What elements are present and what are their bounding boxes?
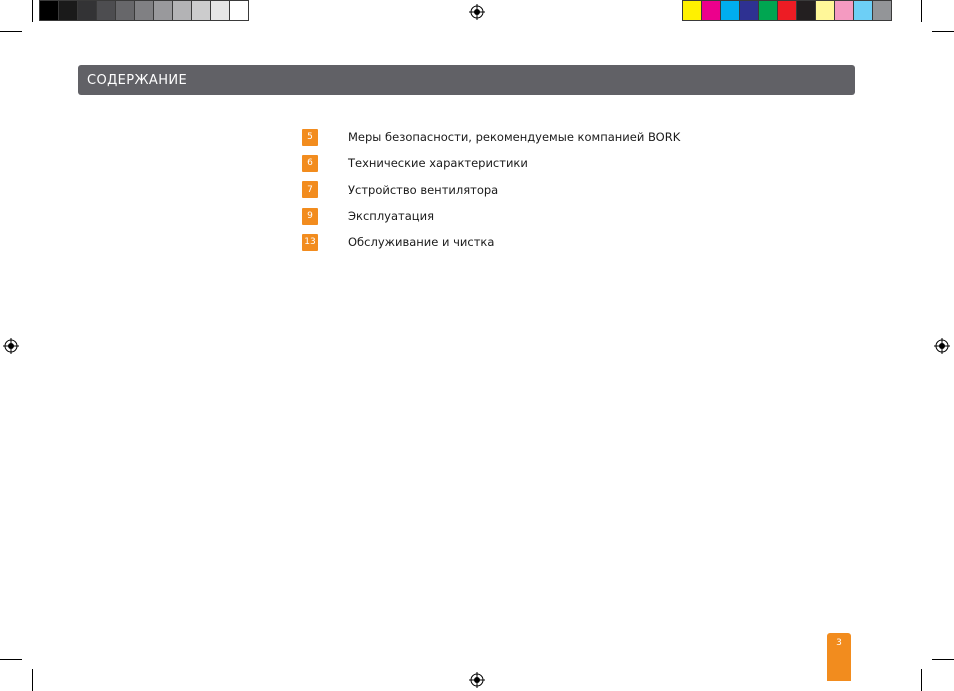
- color-swatch: [777, 0, 797, 21]
- toc-item-label: Эксплуатация: [348, 209, 434, 224]
- toc-item[interactable]: [302, 177, 680, 203]
- toc-item[interactable]: [302, 203, 680, 229]
- page-number: 3: [836, 638, 842, 648]
- crop-mark: [921, 669, 922, 691]
- crop-mark: [32, 669, 33, 691]
- crop-mark: [0, 659, 22, 660]
- crop-mark: [932, 31, 954, 32]
- color-swatch: [682, 0, 702, 21]
- toc-item[interactable]: [302, 124, 680, 150]
- color-swatch: [210, 0, 230, 21]
- page-number-badge: 6: [302, 155, 318, 172]
- color-swatch: [853, 0, 873, 21]
- color-swatch: [134, 0, 154, 21]
- color-swatch: [172, 0, 192, 21]
- grayscale-color-bar: [40, 0, 249, 22]
- color-swatch: [77, 0, 97, 21]
- registration-mark-icon: [3, 338, 19, 354]
- page-title: СОДЕРЖАНИЕ: [87, 72, 188, 88]
- color-swatch: [834, 0, 854, 21]
- toc-item-label: Устройство вентилятора: [348, 182, 499, 197]
- toc-item-label: Обслуживание и чистка: [348, 235, 495, 250]
- color-swatch: [701, 0, 721, 21]
- color-swatch: [815, 0, 835, 21]
- page-number-badge: 7: [302, 181, 318, 198]
- toc-item-label: Меры безопасности, рекомендуемые компанией BORK: [348, 130, 681, 145]
- crop-mark: [932, 659, 954, 660]
- color-swatch: [872, 0, 892, 21]
- page-number-badge: 9: [302, 208, 318, 225]
- page-number-tab: [827, 633, 851, 681]
- color-swatch: [58, 0, 78, 21]
- color-swatch: [720, 0, 740, 21]
- page-number-badge: 5: [302, 129, 318, 146]
- registration-mark-icon: [934, 338, 950, 354]
- registration-mark-icon: [469, 4, 485, 20]
- crop-mark: [32, 0, 33, 22]
- color-swatch: [115, 0, 135, 21]
- color-swatch: [153, 0, 173, 21]
- color-swatch: [39, 0, 59, 21]
- toc-item[interactable]: [302, 229, 680, 255]
- crop-mark: [921, 0, 922, 22]
- registration-mark-icon: [469, 672, 485, 688]
- section-header-bar: [78, 65, 855, 95]
- color-swatch: [191, 0, 211, 21]
- color-swatch: [796, 0, 816, 21]
- table-of-contents: [302, 124, 680, 255]
- color-swatch: [739, 0, 759, 21]
- process-color-bar: [683, 0, 892, 22]
- color-swatch: [229, 0, 249, 21]
- toc-item-label: Технические характеристики: [348, 156, 528, 171]
- crop-mark: [0, 31, 22, 32]
- color-swatch: [758, 0, 778, 21]
- page-number-badge: 13: [302, 234, 318, 251]
- color-swatch: [96, 0, 116, 21]
- toc-item[interactable]: [302, 150, 680, 176]
